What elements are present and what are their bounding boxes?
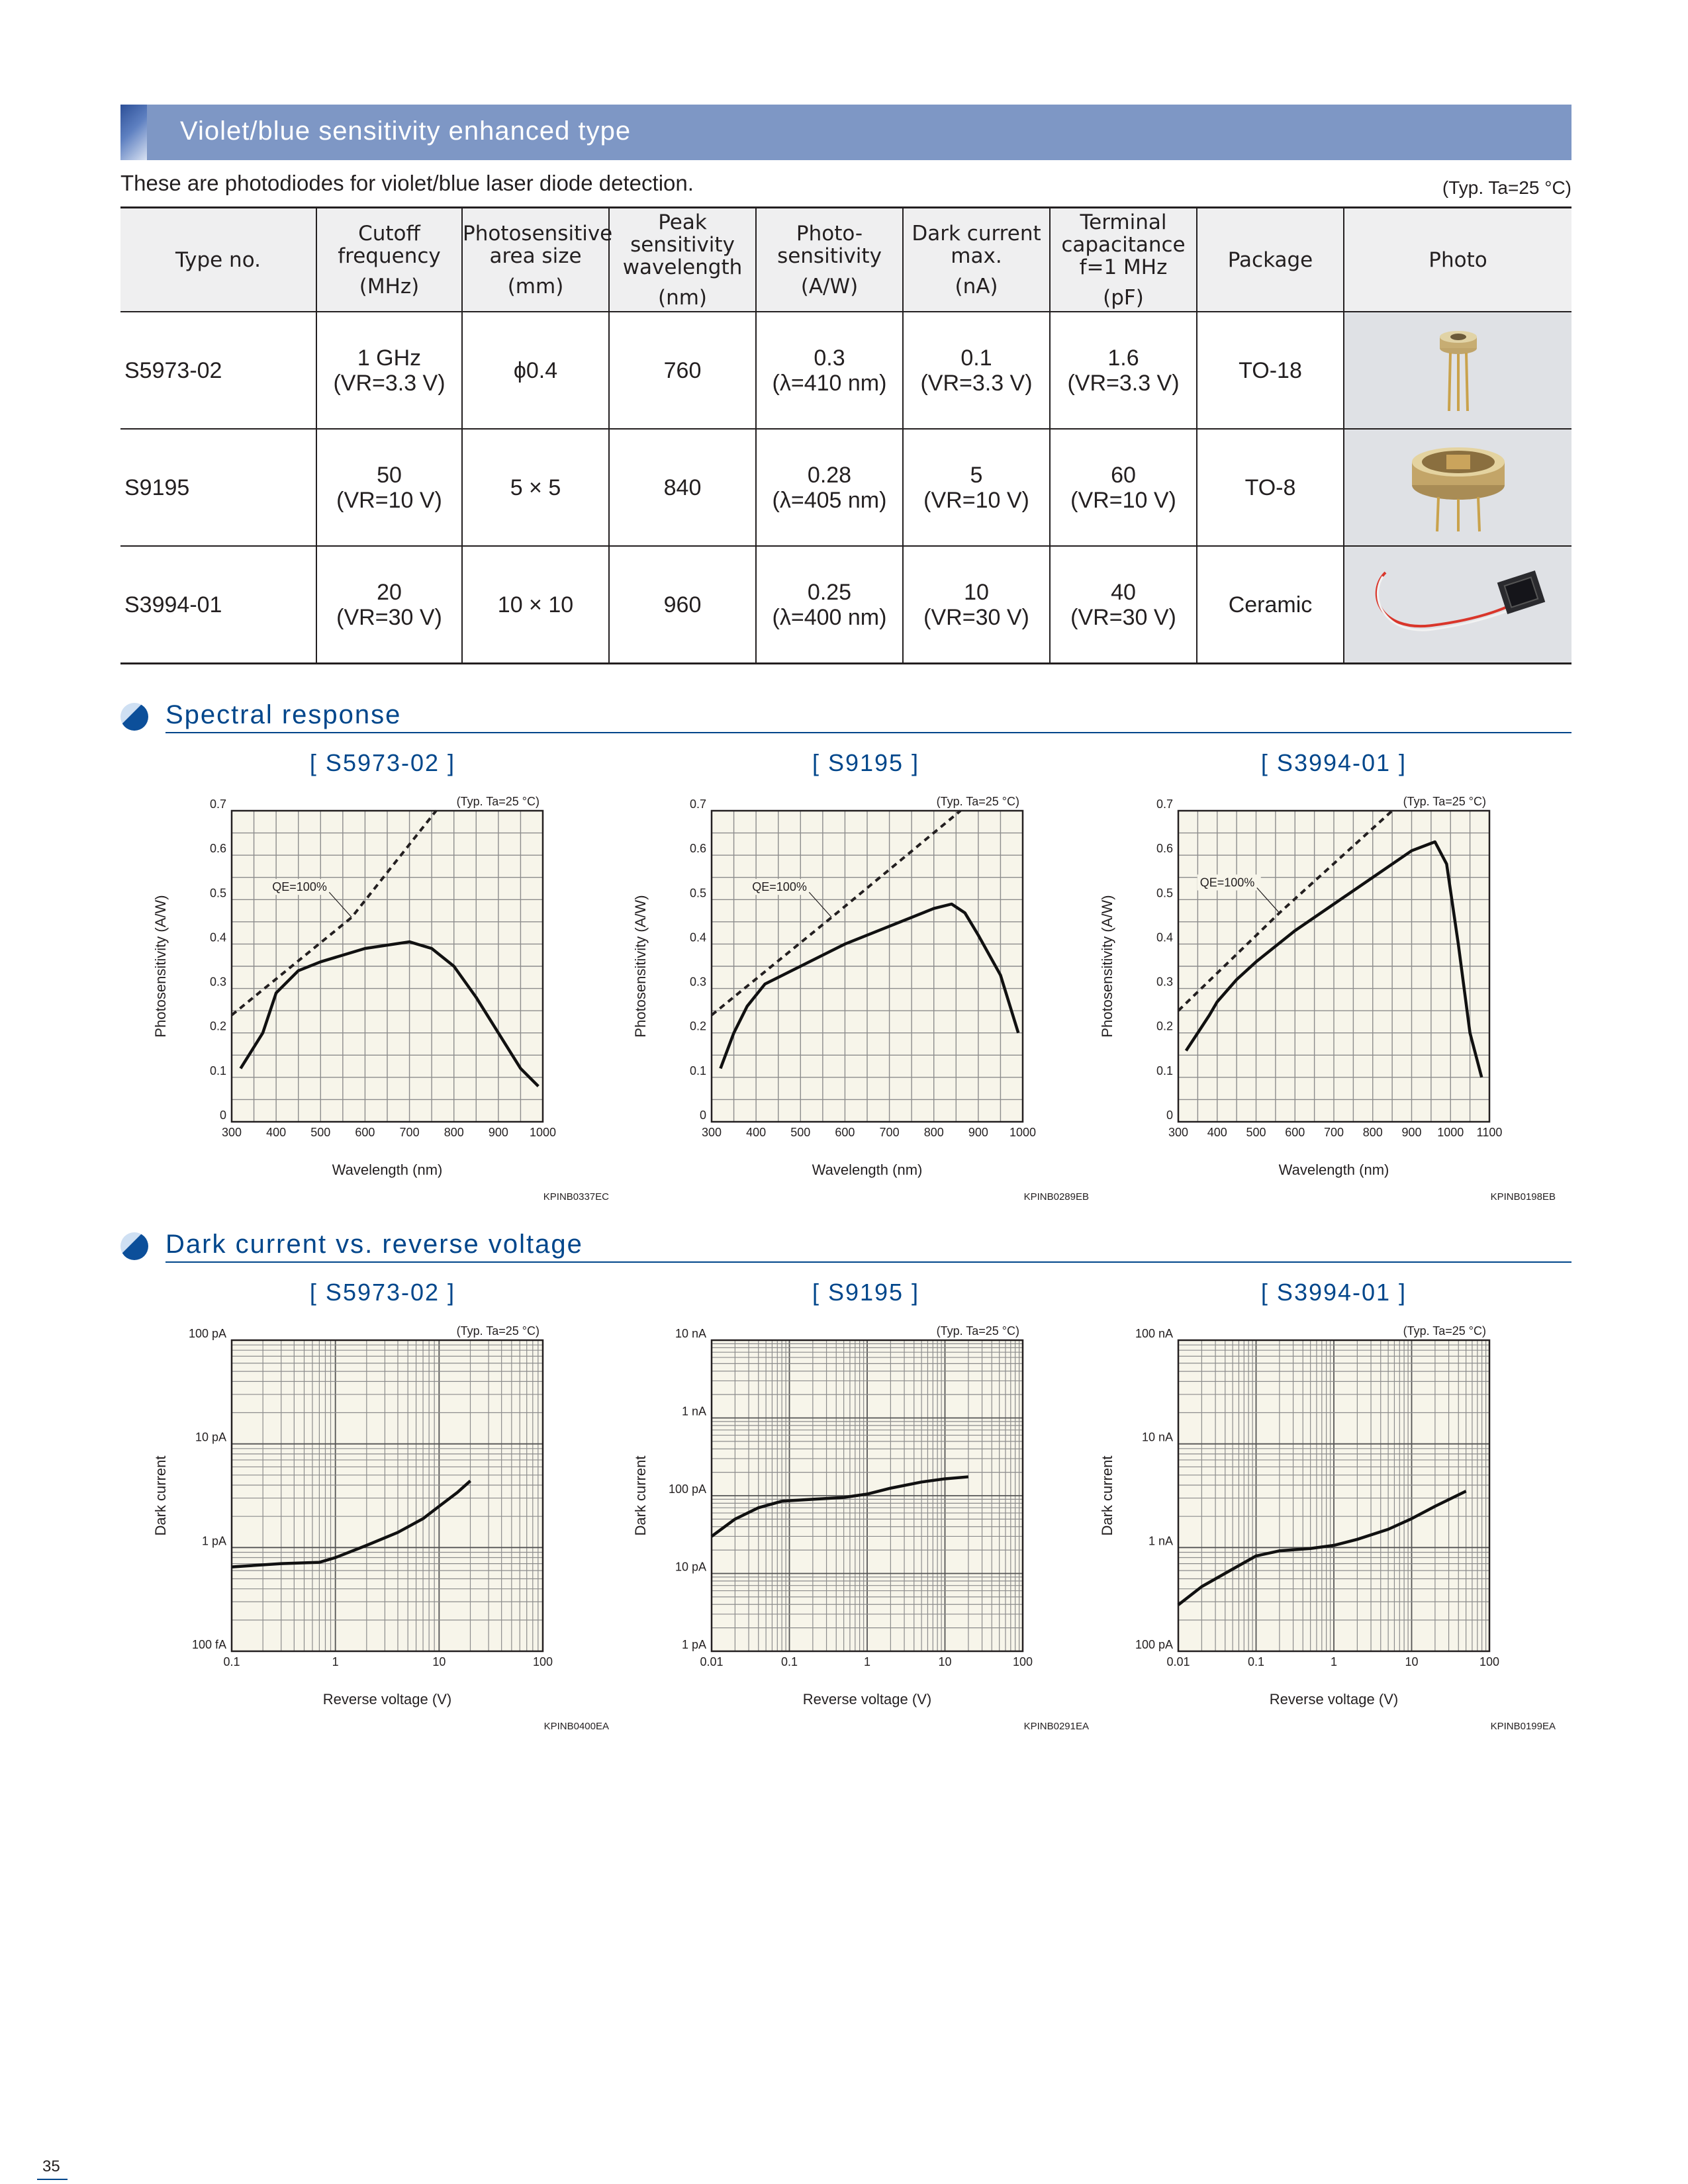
x-axis-title: Reverse voltage (V)	[802, 1691, 932, 1707]
y-axis-title: Dark current	[632, 1455, 649, 1536]
x-tick-label: 400	[1207, 1126, 1227, 1139]
x-tick-label: 1000	[1437, 1126, 1464, 1139]
section-heading: Spectral response	[165, 700, 402, 729]
header-cell: Photo	[1344, 208, 1571, 312]
page-number: 35	[42, 2158, 60, 2175]
chart-title: [ S9195 ]	[812, 749, 920, 776]
chart-code: KPINB0289EB	[1023, 1191, 1089, 1203]
x-axis-title: Wavelength (nm)	[812, 1161, 923, 1178]
qe-label: QE=100%	[752, 880, 807, 894]
capacitance-cell: 40 (VR=30 V)	[1050, 546, 1197, 664]
chart-title: [ S3994-01 ]	[1260, 1279, 1407, 1306]
x-tick-label: 10	[432, 1655, 446, 1668]
x-tick-label: 900	[488, 1126, 508, 1139]
plot-area	[232, 1340, 543, 1651]
sensitivity-cell: 0.28 (λ=405 nm)	[756, 429, 903, 546]
y-tick-label: 10 pA	[195, 1430, 226, 1444]
area-cell: ϕ0.4	[462, 312, 609, 429]
section-bullet-icon	[120, 703, 148, 731]
table-row	[120, 546, 1571, 664]
y-tick-label: 0.4	[689, 931, 706, 944]
y-tick-label: 0.2	[689, 1019, 706, 1033]
ceramic-package-image	[1359, 553, 1558, 652]
x-tick-label: 800	[923, 1126, 944, 1139]
y-tick-label: 0.6	[1156, 842, 1173, 856]
x-tick-label: 600	[835, 1126, 855, 1139]
x-tick-label: 100	[1012, 1655, 1033, 1668]
y-tick-label: 0.3	[1156, 975, 1173, 989]
y-tick-label: 100 nA	[1135, 1327, 1173, 1340]
intro-text: These are photodiodes for violet/blue laser diode detection.	[120, 171, 694, 195]
x-tick-label: 800	[1362, 1126, 1383, 1139]
y-tick-label: 100 pA	[1135, 1638, 1173, 1651]
x-tick-label: 1	[863, 1655, 871, 1668]
type-cell: S5973-02	[120, 312, 316, 429]
y-tick-label: 0.5	[209, 886, 226, 900]
cutoff-cell: 1 GHz (VR=3.3 V)	[316, 312, 462, 429]
y-tick-label: 100 pA	[668, 1482, 706, 1496]
peak-cell: 960	[609, 546, 756, 664]
dark-current-chart-s9195	[626, 1314, 1102, 1737]
table-row	[120, 429, 1571, 546]
chart-title: [ S5973-02 ]	[309, 749, 456, 776]
type-cell: S9195	[120, 429, 316, 546]
x-tick-label: 500	[1246, 1126, 1266, 1139]
typ-note: (Typ. Ta=25 °C)	[1442, 177, 1571, 198]
y-tick-label: 10 pA	[675, 1560, 706, 1574]
y-tick-label: 0.1	[689, 1064, 706, 1077]
x-axis-title: Wavelength (nm)	[1278, 1161, 1389, 1178]
chart-code: KPINB0337EC	[543, 1191, 609, 1203]
x-tick-label: 1	[1330, 1655, 1338, 1668]
x-tick-label: 900	[968, 1126, 988, 1139]
dark-current-cell: 0.1 (VR=3.3 V)	[903, 312, 1050, 429]
x-tick-label: 0.1	[1247, 1655, 1265, 1668]
spec-table	[120, 206, 1571, 664]
x-tick-label: 10	[938, 1655, 952, 1668]
condition-note: (Typ. Ta=25 °C)	[1403, 1324, 1486, 1338]
x-tick-label: 1000	[1009, 1126, 1037, 1139]
chart-code: KPINB0199EA	[1490, 1721, 1556, 1732]
condition-note: (Typ. Ta=25 °C)	[936, 1324, 1019, 1338]
banner-accent	[120, 105, 147, 160]
y-axis-title: Photosensitivity (A/W)	[632, 895, 649, 1038]
x-axis-title: Reverse voltage (V)	[322, 1691, 452, 1707]
header-cell: Type no.	[120, 208, 316, 312]
to18-package-image	[1419, 318, 1498, 418]
x-axis-title: Wavelength (nm)	[332, 1161, 443, 1178]
chart-code: KPINB0198EB	[1490, 1191, 1556, 1203]
y-tick-label: 10 nA	[1141, 1430, 1173, 1444]
dark-current-cell: 10 (VR=30 V)	[903, 546, 1050, 664]
sensitivity-cell: 0.25 (λ=400 nm)	[756, 546, 903, 664]
capacitance-cell: 60 (VR=10 V)	[1050, 429, 1197, 546]
chart-title: [ S3994-01 ]	[1260, 749, 1407, 776]
peak-cell: 840	[609, 429, 756, 546]
y-tick-label: 0.7	[1156, 797, 1173, 811]
y-tick-label: 0.1	[1156, 1064, 1173, 1077]
x-tick-label: 300	[221, 1126, 242, 1139]
chart-code: KPINB0400EA	[543, 1721, 609, 1732]
dark-current-cell: 5 (VR=10 V)	[903, 429, 1050, 546]
spectral-chart-s9195	[626, 784, 1102, 1208]
package-cell: TO-18	[1197, 312, 1344, 429]
area-cell: 10 × 10	[462, 546, 609, 664]
y-tick-label: 0.4	[209, 931, 226, 944]
y-tick-label: 0	[699, 1109, 706, 1122]
y-tick-label: 100 pA	[188, 1327, 226, 1340]
x-tick-label: 300	[1168, 1126, 1189, 1139]
chart-code: KPINB0291EA	[1023, 1721, 1089, 1732]
x-tick-label: 0.1	[223, 1655, 240, 1668]
y-tick-label: 0.2	[209, 1019, 226, 1033]
header-cell: Photosensitive area size (mm)	[462, 208, 609, 312]
y-tick-label: 0.6	[689, 842, 706, 856]
x-tick-label: 600	[1285, 1126, 1305, 1139]
peak-cell: 760	[609, 312, 756, 429]
dark-current-chart-s3994-01	[1092, 1314, 1569, 1737]
header-cell: Package	[1197, 208, 1344, 312]
x-tick-label: 900	[1401, 1126, 1422, 1139]
x-tick-label: 700	[1323, 1126, 1344, 1139]
section-rule	[165, 732, 1571, 733]
product-photo	[1344, 429, 1571, 546]
section-heading: Dark current vs. reverse voltage	[165, 1230, 583, 1259]
area-cell: 5 × 5	[462, 429, 609, 546]
y-tick-label: 1 nA	[681, 1404, 706, 1418]
y-tick-label: 0.3	[689, 975, 706, 989]
spectral-chart-s3994-01	[1092, 784, 1569, 1208]
condition-note: (Typ. Ta=25 °C)	[936, 795, 1019, 808]
x-tick-label: 700	[399, 1126, 420, 1139]
capacitance-cell: 1.6 (VR=3.3 V)	[1050, 312, 1197, 429]
y-tick-label: 1 pA	[201, 1534, 226, 1548]
package-cell: TO-8	[1197, 429, 1344, 546]
y-tick-label: 0.1	[209, 1064, 226, 1077]
header-cell: Photo- sensitivity (A/W)	[756, 208, 903, 312]
qe-label: QE=100%	[1199, 876, 1255, 889]
condition-note: (Typ. Ta=25 °C)	[1403, 795, 1486, 808]
x-tick-label: 0.1	[780, 1655, 798, 1668]
x-tick-label: 1	[332, 1655, 339, 1668]
header-cell: Terminal capacitance f=1 MHz (pF)	[1050, 208, 1197, 312]
section-banner	[120, 105, 1571, 160]
y-tick-label: 0.5	[689, 886, 706, 900]
cutoff-cell: 50 (VR=10 V)	[316, 429, 462, 546]
condition-note: (Typ. Ta=25 °C)	[456, 1324, 539, 1338]
cutoff-cell: 20 (VR=30 V)	[316, 546, 462, 664]
x-tick-label: 100	[532, 1655, 553, 1668]
chart-title: [ S9195 ]	[812, 1279, 920, 1306]
sensitivity-cell: 0.3 (λ=410 nm)	[756, 312, 903, 429]
y-axis-title: Photosensitivity (A/W)	[152, 895, 169, 1038]
x-tick-label: 400	[266, 1126, 287, 1139]
x-tick-label: 300	[701, 1126, 722, 1139]
y-tick-label: 0	[219, 1109, 226, 1122]
x-tick-label: 0.01	[1166, 1655, 1190, 1668]
table-row	[120, 312, 1571, 429]
x-tick-label: 700	[879, 1126, 900, 1139]
y-tick-label: 0.3	[209, 975, 226, 989]
x-tick-label: 800	[444, 1126, 464, 1139]
table-header-row	[120, 208, 1571, 312]
chart-title: [ S5973-02 ]	[309, 1279, 456, 1306]
y-tick-label: 1 pA	[681, 1638, 706, 1651]
y-tick-label: 100 fA	[191, 1638, 226, 1651]
y-tick-label: 0	[1166, 1109, 1173, 1122]
x-tick-label: 10	[1405, 1655, 1419, 1668]
package-cell: Ceramic	[1197, 546, 1344, 664]
spectral-chart-s5973-02	[146, 784, 622, 1208]
header-cell: Dark current max. (nA)	[903, 208, 1050, 312]
spectral-response-section	[120, 700, 1571, 733]
product-photo	[1344, 312, 1571, 429]
dark-current-section	[120, 1230, 1571, 1263]
x-tick-label: 0.01	[700, 1655, 724, 1668]
x-tick-label: 400	[746, 1126, 767, 1139]
y-tick-label: 0.7	[209, 797, 226, 811]
section-title: Violet/blue sensitivity enhanced type	[180, 116, 632, 146]
y-tick-label: 0.4	[1156, 931, 1173, 944]
x-axis-title: Reverse voltage (V)	[1269, 1691, 1399, 1707]
y-axis-title: Dark current	[152, 1455, 169, 1536]
x-tick-label: 1000	[529, 1126, 557, 1139]
section-rule	[165, 1261, 1571, 1263]
x-tick-label: 100	[1479, 1655, 1500, 1668]
y-tick-label: 0.2	[1156, 1019, 1173, 1033]
section-bullet-icon	[120, 1232, 148, 1260]
page-number-rule	[37, 2179, 68, 2180]
y-tick-label: 0.7	[689, 797, 706, 811]
header-cell: Cutoff frequency (MHz)	[316, 208, 462, 312]
x-tick-label: 500	[790, 1126, 811, 1139]
header-cell: Peak sensitivity wavelength (nm)	[609, 208, 756, 312]
x-tick-label: 1100	[1476, 1126, 1503, 1139]
to8-package-image	[1399, 432, 1518, 538]
y-axis-title: Photosensitivity (A/W)	[1099, 895, 1115, 1038]
x-tick-label: 500	[310, 1126, 331, 1139]
x-tick-label: 600	[355, 1126, 375, 1139]
qe-label: QE=100%	[272, 880, 327, 894]
y-tick-label: 0.6	[209, 842, 226, 856]
product-photo	[1344, 546, 1571, 664]
condition-note: (Typ. Ta=25 °C)	[456, 795, 539, 808]
type-cell: S3994-01	[124, 592, 222, 617]
y-tick-label: 1 nA	[1148, 1534, 1173, 1548]
y-tick-label: 10 nA	[675, 1327, 706, 1340]
y-axis-title: Dark current	[1099, 1455, 1115, 1536]
y-tick-label: 0.5	[1156, 886, 1173, 900]
dark-current-chart-s5973-02	[146, 1314, 622, 1737]
